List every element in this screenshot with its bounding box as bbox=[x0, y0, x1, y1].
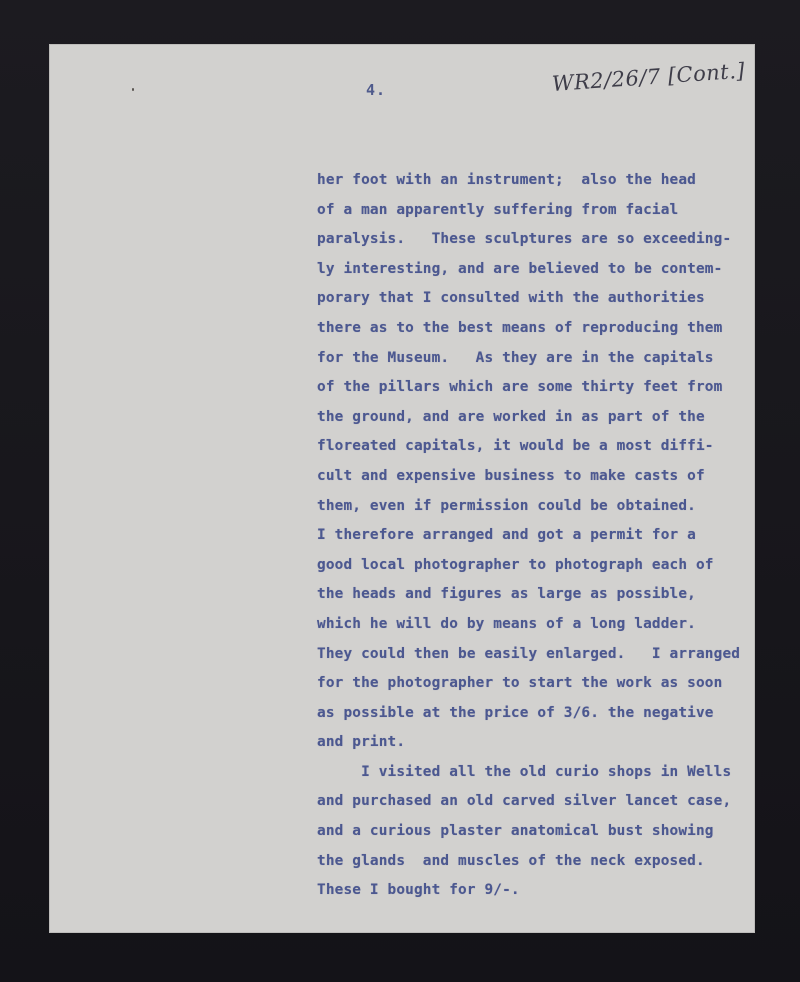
text-line: ly interesting, and are believed to be contem- bbox=[317, 260, 723, 277]
paper-speck bbox=[132, 88, 134, 91]
text-line: good local photographer to photograph each of bbox=[317, 556, 714, 573]
text-line: They could then be easily enlarged. I arranged bbox=[317, 645, 741, 662]
text-line: the glands and muscles of the neck exposed. bbox=[317, 852, 705, 869]
archive-reference-handwritten: WR2/26/7 [Cont.] bbox=[551, 58, 746, 96]
text-line: I visited all the old curio shops in Wells bbox=[317, 763, 732, 780]
text-line: the heads and figures as large as possible, bbox=[317, 586, 696, 603]
text-line: them, even if permission could be obtained. bbox=[317, 497, 696, 514]
text-line: cult and expensive business to make casts of bbox=[317, 467, 705, 484]
text-line: which he will do by means of a long ladder. bbox=[317, 615, 696, 632]
text-line: her foot with an instrument; also the head bbox=[317, 172, 696, 188]
text-line: as possible at the price of 3/6. the negative bbox=[317, 704, 714, 721]
text-line: These I bought for 9/-. bbox=[317, 882, 520, 899]
text-line: of the pillars which are some thirty feet from bbox=[317, 379, 723, 396]
document-page bbox=[49, 44, 755, 933]
text-line: of a man apparently suffering from facial bbox=[317, 201, 679, 218]
text-line: and print. bbox=[317, 734, 406, 751]
typed-text-block bbox=[317, 166, 740, 906]
text-line: and purchased an old carved silver lancet case, bbox=[317, 793, 732, 810]
text-line: floreated capitals, it would be a most diffi- bbox=[317, 438, 714, 455]
text-line: for the Museum. As they are in the capitals bbox=[317, 349, 714, 366]
text-line: there as to the best means of reproducing them bbox=[317, 319, 723, 336]
page-number: 4. bbox=[366, 81, 387, 99]
text-line: for the photographer to start the work as soon bbox=[317, 675, 723, 692]
text-line: porary that I consulted with the authorities bbox=[317, 290, 705, 307]
text-line: the ground, and are worked in as part of the bbox=[317, 408, 705, 425]
text-line: I therefore arranged and got a permit for a bbox=[317, 527, 696, 544]
text-line: and a curious plaster anatomical bust showing bbox=[317, 823, 714, 840]
text-line: paralysis. These sculptures are so exceeding- bbox=[317, 231, 732, 248]
